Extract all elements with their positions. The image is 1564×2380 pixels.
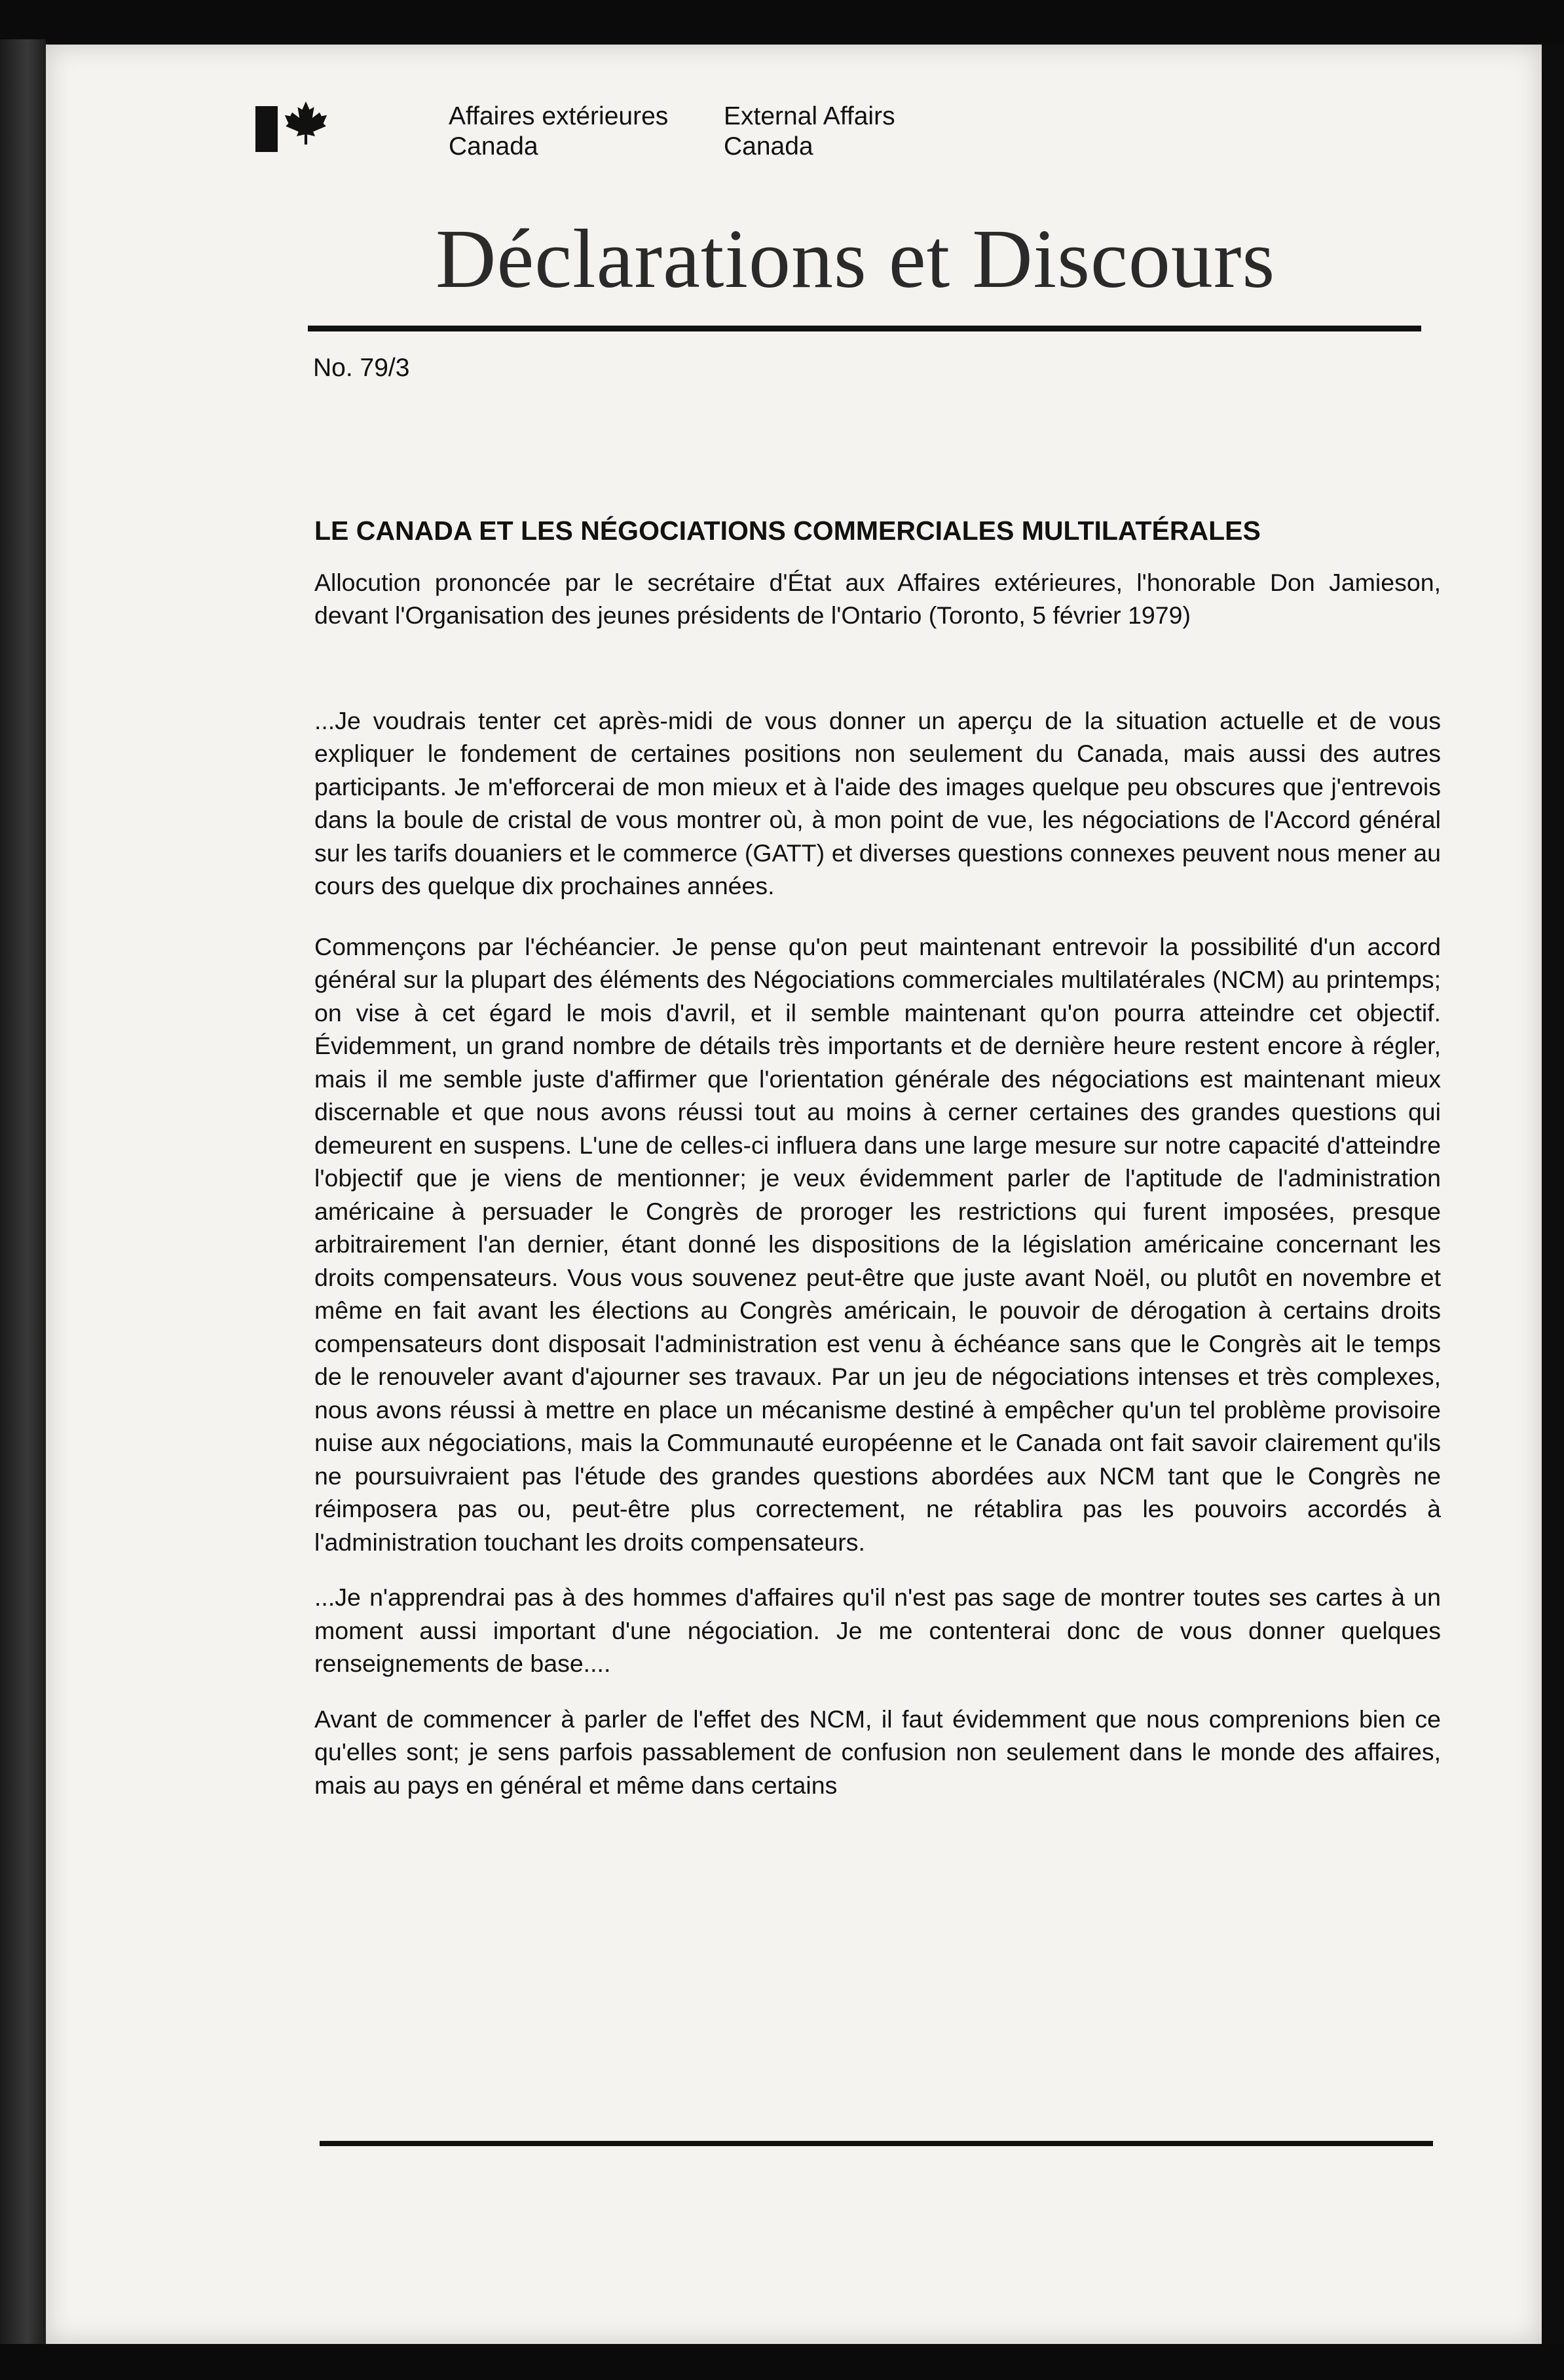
footer-rule — [320, 2141, 1433, 2146]
paragraph: Commençons par l'échéancier. Je pense qu'on peut maintenant entrevoir la possibilité d'un accord général sur la plupart des éléments des Négociations commerciales multilatérales (NCM) au printemps; on vise à cet égard le mois d'avril, et il semble maintenant qu'on pourra atteindre cet objectif. Évidemment, un grand nombre de détails très importants et de dernière heure restent encore à régler, mais il me semble juste d'affirmer que l'orientation générale des négociations est maintenant mieux discernable et que nous avons réussi tout au moins à cerner certaines des grandes questions qui demeurent en suspens. L'une de celles-ci influera dans une large mesure sur notre capacité d'atteindre l'objectif que je viens de mentionner; je veux évidemment parler de l'aptitude de l'administration américaine à persuader le Congrès de proroger les restrictions qui furent imposées, presque arbitrairement l'an dernier, étant donné les dispositions de la législation américaine concernant les droits compensateurs. Vous vous souvenez peut-être que juste avant Noël, ou plutôt en novembre et même en fait avant les élections au Congrès américain, le pouvoir de dérogation à certains droits compensateurs dont disposait l'administration est venu à échéance sans que le Congrès ait le temps de le renouveler avant d'ajourner ses travaux. Par un jeu de négociations intenses et très complexes, nous avons réussi à mettre en place un mécanisme destiné à empêcher qu'un tel problème provisoire nuise aux négociations, mais la Communauté européenne et le Canada ont fait savoir clairement qu'ils ne poursuivraient pas l'étude des grandes questions abordées aux NCM tant que le Congrès ne réimposera pas ou, peut-être plus correctement, ne rétablira pas les pouvoirs accordés à l'administration touchant les droits compensateurs. — [314, 932, 1441, 1556]
department-en-line1: External Affairs — [724, 102, 895, 130]
department-fr-line2: Canada — [449, 132, 538, 161]
scan-top-border — [0, 0, 1564, 45]
document-body — [314, 514, 1441, 1824]
department-name-french — [449, 102, 668, 162]
department-name-english — [724, 102, 895, 162]
header-rule — [308, 326, 1421, 331]
paragraph: ...Je n'apprendrai pas à des hommes d'affaires qu'il n'est pas sage de montrer toutes ses cartes à un moment aussi important d'une négociation. Je me contenterai donc de vous donner quelques renseignements de base.... — [314, 1583, 1441, 1677]
maple-leaf-icon — [283, 100, 329, 145]
document-number: No. 79/3 — [313, 354, 410, 382]
department-fr-line1: Affaires extérieures — [449, 102, 669, 130]
scan-left-border — [0, 39, 46, 2345]
series-title: Déclarations et Discours — [436, 212, 1276, 305]
document-subtitle: Allocution prononcée par le secrétaire d'État aux Affaires extérieures, l'honorable Don Jamieson, devant l'Organisation des jeunes présidents de l'Ontario (Toronto, 5 février 1979) — [314, 568, 1441, 629]
flag-bar-icon — [255, 106, 278, 152]
department-en-line2: Canada — [724, 132, 813, 161]
government-logo — [255, 60, 393, 152]
paragraph: Avant de commencer à parler de l'effet des NCM, il faut évidemment que nous comprenions bien ce qu'elles sont; je sens parfois passablement de confusion non seulement dans le monde des affaires, mais au pays en général et même dans certains — [314, 1705, 1441, 1799]
document-title: LE CANADA ET LES NÉGOCIATIONS COMMERCIALES MULTILATÉRALES — [314, 516, 1261, 546]
paragraph: ...Je voudrais tenter cet après-midi de vous donner un aperçu de la situation actuelle et de vous expliquer le fondement de certaines positions non seulement du Canada, mais aussi des autres participants. Je m'efforcerai de mon mieux et à l'aide des images quelque peu obscures que j'entrevois dans la boule de cristal de vous montrer où, à mon point de vue, les négociations de l'Accord général sur les tarifs douaniers et le commerce (GATT) et diverses questions connexes peuvent nous mener au cours des quelque dix prochaines années. — [314, 706, 1441, 899]
scan-bottom-border — [0, 2344, 1564, 2380]
